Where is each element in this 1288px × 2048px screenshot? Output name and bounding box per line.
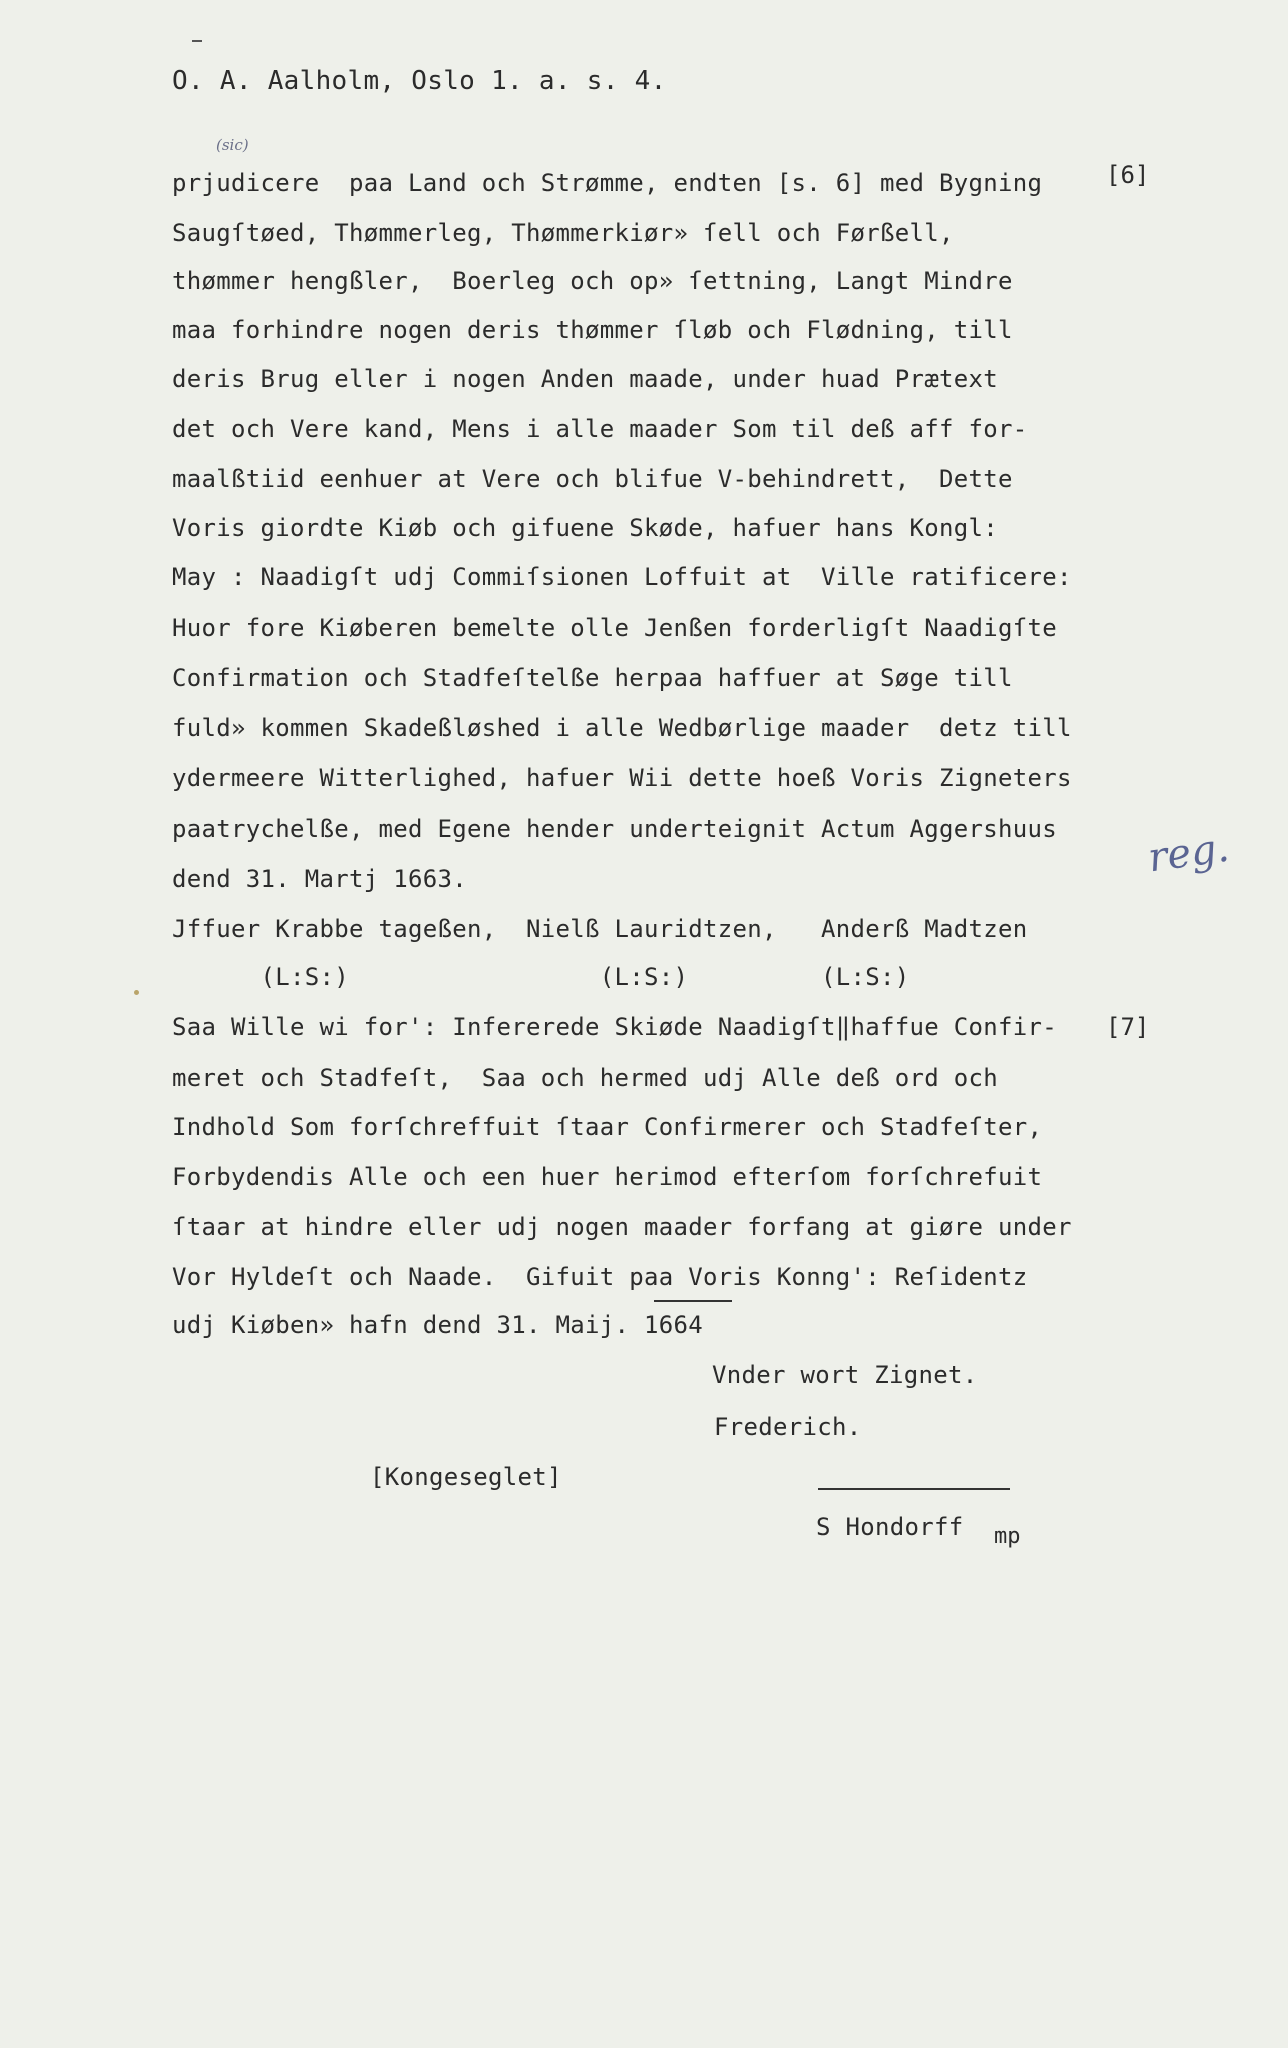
text-line-24: udj Kiøben» hafn dend 31. Maij. 1664 — [172, 1311, 703, 1339]
date-overline — [654, 1300, 732, 1302]
document-header: O. A. Aalholm, Oslo 1. a. s. 4. — [172, 66, 667, 96]
seal-marks-line: (L:S:) (L:S:) (L:S:) — [172, 963, 910, 991]
text-line-18: Saa Wille wi for': Infererede Skiøde Naadigſt‖haffue Confir- — [172, 1013, 1057, 1041]
margin-ref-6: [6] — [1106, 161, 1150, 189]
under-seal-line: Vnder wort Zignet. — [712, 1361, 978, 1389]
text-line-8: Voris giordte Kiøb och gifuene Skøde, hafuer hans Kongl: — [172, 514, 998, 542]
text-line-7: maalßtiid eenhuer at Vere och blifue V-behindrett, Dette — [172, 465, 1013, 493]
mp-mark: mp — [994, 1524, 1021, 1549]
king-signature: Frederich. — [714, 1413, 862, 1441]
text-line-15: dend 31. Martj 1663. — [172, 865, 467, 893]
secretary-signature: S Hondorff — [816, 1513, 964, 1541]
text-line-20: Indhold Som forſchreffuit ſtaar Confirmerer och Stadfeſter, — [172, 1113, 1043, 1141]
text-line-4: maa forhindre nogen deris thømmer ſløb och Flødning, till — [172, 316, 1013, 344]
text-line-23: Vor Hyldeſt och Naade. Gifuit paa Voris Konng': Reſidentz — [172, 1263, 1028, 1291]
margin-ref-7: [7] — [1106, 1013, 1150, 1041]
text-line-19: meret och Stadfeſt, Saa och hermed udj Alle deß ord och — [172, 1064, 998, 1092]
handwritten-reg-note: reg. — [1145, 824, 1232, 882]
text-line-1: prjudicere paa Land och Strømme, endten [s. 6] med Bygning — [172, 169, 1043, 197]
text-line-2: Saugſtøed, Thømmerleg, Thømmerkiør» ſell och Førßell, — [172, 219, 954, 247]
text-line-13: ydermeere Witterlighed, hafuer Wii dette hoeß Voris Zigneters — [172, 764, 1072, 792]
text-line-11: Confirmation och Stadfeſtelße herpaa haffuer at Søge till — [172, 664, 1013, 692]
signature-rule — [818, 1488, 1010, 1490]
text-line-14: paatrychelße, med Egene hender underteignit Actum Aggershuus — [172, 815, 1057, 843]
text-line-21: Forbydendis Alle och een huer herimod efterſom forſchrefuit — [172, 1163, 1043, 1191]
text-line-10: Huor fore Kiøberen bemelte olle Jenßen forderligſt Naadigſte — [172, 614, 1057, 642]
text-line-3: thømmer hengßler, Boerleg och op» ſettning, Langt Mindre — [172, 267, 1013, 295]
text-line-6: det och Vere kand, Mens i alle maader Som til deß aff for- — [172, 415, 1028, 443]
text-line-22: ſtaar at hindre eller udj nogen maader forfang at giøre under — [172, 1213, 1072, 1241]
royal-seal-note: [Kongeseglet] — [370, 1463, 562, 1491]
witness-names-line: Jffuer Krabbe tageßen, Nielß Lauridtzen, Anderß Madtzen — [172, 915, 1028, 943]
dash-mark — [192, 40, 202, 42]
stain-dot — [134, 990, 139, 995]
text-line-9: May : Naadigſt udj Commiſsionen Loffuit at Ville ratificere: — [172, 563, 1072, 591]
sic-annotation: (sic) — [216, 136, 249, 154]
text-line-5: deris Brug eller i nogen Anden maade, under huad Prætext — [172, 365, 998, 393]
text-line-12: fuld» kommen Skadeßløshed i alle Wedbørlige maader detz till — [172, 714, 1072, 742]
